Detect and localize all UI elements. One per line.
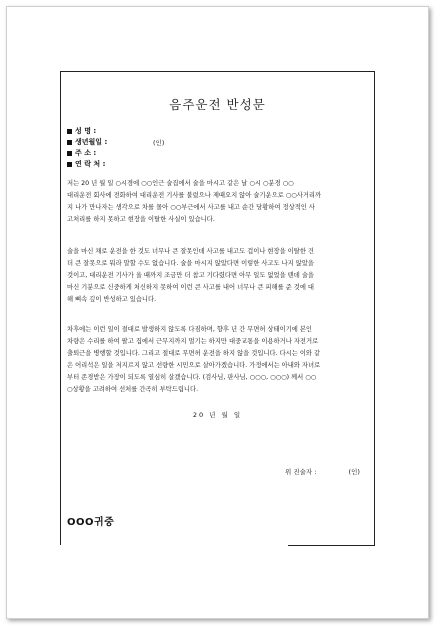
seal-mark: (인) (153, 138, 165, 147)
square-bullet-icon (67, 129, 72, 134)
text-line: 차량은 수리를 하여 팔고 집에서 근무지까지 멀기는 하지만 대중교통을 이용하거나 자전거로 (67, 338, 319, 345)
text-line: 것이고, 대리운전 기사가 올 때까지 조금만 더 참고 기다렸다면 아무 일도 없었을 텐데 술을 (67, 272, 315, 279)
paragraph-remorse (67, 246, 367, 306)
text-line: 술을 마신 채로 운전을 한 것도 너무나 큰 잘못인데 사고를 내고도 겁이나 현장을 이탈한 건 (67, 248, 315, 255)
text-line: ○상황을 고려하여 선처를 간곡히 부탁드립니다. (67, 386, 199, 393)
text-line: 마신 기분으로 신중하게 처신하지 못하여 이런 큰 사고를 내어 너무나 큰 피해를 준 것에 대 (67, 284, 315, 291)
field-label: 연 락 처 : (75, 160, 106, 169)
field-name (67, 126, 164, 137)
field-label: 성 명 : (75, 127, 97, 136)
text-line: 고처리를 하지 못하고 현장을 이탈한 사실이 있습니다. (67, 216, 215, 223)
document-date: 20 년 월 일 (192, 411, 243, 419)
field-contact (67, 159, 164, 170)
text-line: 더 큰 잘못으로 뭐라 말할 수도 없습니다. 술을 마시지 않았다면 이렇한 사고도 나지 않았을 (67, 260, 315, 267)
document-title: 음주운전 반성문 (169, 97, 266, 112)
square-bullet-icon (67, 140, 72, 145)
paragraph-pledge (67, 324, 367, 396)
field-birthdate (67, 137, 164, 148)
text-line: 지 나가 만나자는 생각으로 차를 몰아 ○○부근에서 사고를 내고 순간 당황하여 정상적인 사 (67, 204, 315, 211)
paragraph-incident (67, 178, 367, 226)
text-line: 부터 존경받은 가장이 되도록 열심히 살겠습니다. (검사님, 판사님, ○○○, ○○○) 께서 ○○ (67, 374, 317, 381)
field-label: 주 소 : (75, 149, 97, 158)
recipient: OOO귀중 (67, 517, 115, 528)
signer-line (285, 467, 360, 476)
field-address (67, 148, 164, 159)
text-line: 해 뼈속 깊이 반성하고 있습니다. (67, 296, 157, 303)
signer-label: 위 진술자 : (285, 468, 317, 476)
signer-seal: (인) (348, 468, 360, 476)
text-line: 출퇴근을 병행할 것입니다. 그리고 절대로 무면허 운전을 하지 않을 것입니다. 다시는 이와 같 (67, 350, 321, 357)
square-bullet-icon (67, 162, 72, 167)
personal-info-fields (67, 126, 164, 170)
square-bullet-icon (67, 151, 72, 156)
frame-bottom-line (288, 545, 375, 546)
text-line: 차후에는 이런 일이 절대로 발생하지 않도록 다짐하며, 향후 년 간 무면허 상태이기에 본인 (67, 326, 313, 333)
field-label: 생년월일 : (75, 138, 108, 147)
text-line: 대리운전 회사에 전화하여 대리운전 기사를 불렀으나 제때오지 않아 술기운으로 ○○사거리까 (67, 192, 322, 199)
text-line: 은 어리석은 일을 저지르지 않고 선량한 시민으로 살아가겠습니다. 가정에서는 아내와 자녀로 (67, 362, 321, 369)
text-line: 저는 20 년 월 일 ○시경에 ○○인근 술집에서 술을 마시고 같은 날 ○시 ○분경 ○○ (67, 180, 294, 187)
